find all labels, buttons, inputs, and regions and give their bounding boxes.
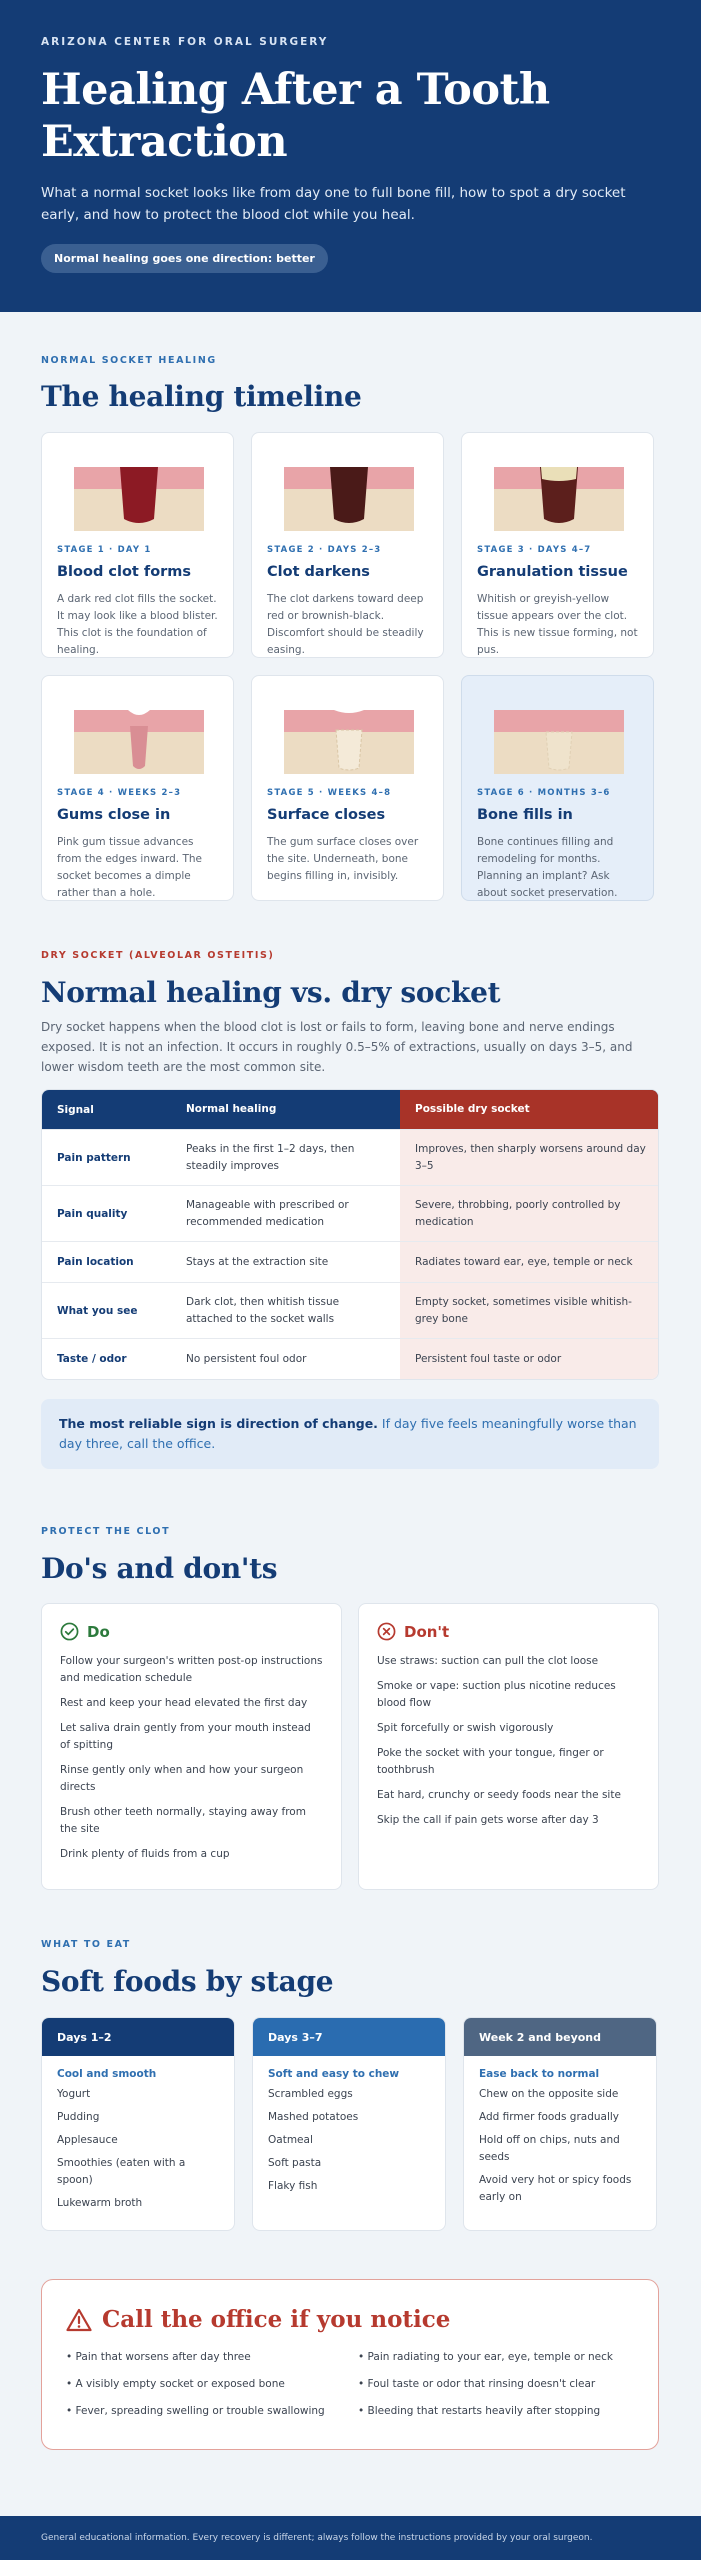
- granulation-socket-illustration: [494, 467, 624, 531]
- header-dry-socket: Possible dry socket: [400, 1090, 658, 1129]
- list-item: Use straws: suction can pull the clot loose: [377, 1655, 599, 1667]
- list-item: Lukewarm broth: [57, 2197, 143, 2209]
- stage-text: A dark red clot fills the socket. It may look like a blood blister. This clot is the foundation of healing.: [57, 593, 218, 656]
- stage-text: Bone continues filling and remodeling for months. Planning an implant? Ask about socket preservation.: [477, 836, 618, 899]
- stage-text: Pink gum tissue advances from the edges inward. The socket becomes a dimple rather than a hole.: [57, 836, 202, 899]
- list-item: Yogurt: [57, 2088, 91, 2100]
- dont-title: Don't: [404, 1622, 450, 1641]
- list-item: • Pain radiating to your ear, eye, temple or neck: [358, 2351, 613, 2363]
- row-dry: Improves, then sharply worsens around day 3–5: [400, 1130, 658, 1185]
- foods-card-header: Days 1–2: [42, 2018, 234, 2056]
- list-item: Rest and keep your head elevated the first day: [60, 1697, 308, 1709]
- stage-text: Whitish or greyish-yellow tissue appears over the clot. This is new tissue forming, not pus.: [477, 593, 638, 656]
- row-normal: No persistent foul odor: [186, 1352, 307, 1365]
- foods-card-header: Days 3–7: [253, 2018, 445, 2056]
- table-row: [42, 1129, 658, 1185]
- call-list: [66, 2349, 634, 2420]
- protect-section: [0, 1526, 701, 1890]
- list-item: Let saliva drain gently from your mouth instead of spitting: [60, 1722, 311, 1751]
- call-heading: [66, 2306, 634, 2333]
- stage-text: The clot darkens toward deep red or brownish-black. Discomfort should be steadily easing.: [267, 593, 424, 656]
- foods-card-subtitle: Ease back to normal: [479, 2068, 600, 2080]
- list-item: Pudding: [57, 2111, 100, 2123]
- list-item: Eat hard, crunchy or seedy foods near the site: [377, 1789, 621, 1801]
- list-item: Drink plenty of fluids from a cup: [60, 1848, 230, 1860]
- hero-intro: What a normal socket looks like from day one to full bone fill, how to spot a dry socket early, and how to protect the blood clot while you heal.: [41, 185, 626, 223]
- table-header: [42, 1090, 658, 1129]
- stage-card-2: [251, 432, 444, 658]
- list-item: Rinse gently only when and how your surgeon directs: [60, 1764, 304, 1793]
- list-item: Chew on the opposite side: [479, 2088, 619, 2100]
- list-item: • Foul taste or odor that rinsing doesn't clear: [358, 2378, 596, 2390]
- stage-label: STAGE 3 · DAYS 4–7: [477, 545, 592, 555]
- do-card: [41, 1603, 342, 1890]
- surface-closed-illustration: [284, 710, 414, 774]
- list-item: Soft pasta: [268, 2157, 322, 2169]
- dont-list: [377, 1653, 640, 1829]
- row-signal: Pain pattern: [57, 1151, 131, 1164]
- list-item: Brush other teeth normally, staying away from the site: [60, 1806, 306, 1835]
- dos-donts: [41, 1603, 660, 1890]
- list-item: Hold off on chips, nuts and seeds: [479, 2134, 620, 2163]
- list-item: Mashed potatoes: [268, 2111, 359, 2123]
- hero-banner: [0, 0, 701, 312]
- stage-label: STAGE 6 · MONTHS 3–6: [477, 788, 611, 798]
- stage-card-3: [461, 432, 654, 658]
- timeline-eyebrow: NORMAL SOCKET HEALING: [41, 355, 217, 366]
- row-signal: Taste / odor: [57, 1353, 127, 1365]
- x-circle-icon: [377, 1622, 396, 1641]
- gums-closing-illustration: [74, 710, 204, 774]
- timeline-grid: [41, 432, 660, 901]
- table-row: [42, 1338, 658, 1379]
- foods-card-days-3-7: [252, 2017, 446, 2231]
- do-list: [60, 1653, 323, 1863]
- dry-socket-section: [0, 950, 701, 1469]
- stage-card-6: [461, 675, 654, 901]
- hero-pill: Normal healing goes one direction: better: [41, 244, 328, 273]
- row-normal: Manageable with prescribed or recommended medication: [186, 1198, 349, 1228]
- note-bold: The most reliable sign is direction of change.: [59, 1416, 378, 1431]
- stage-label: STAGE 1 · DAY 1: [57, 545, 152, 555]
- list-item: Applesauce: [57, 2134, 118, 2146]
- dry-socket-title: Normal healing vs. dry socket: [41, 976, 501, 1009]
- list-item: Skip the call if pain gets worse after day 3: [377, 1814, 599, 1826]
- list-item: Smoke or vape: suction plus nicotine reduces blood flow: [377, 1680, 616, 1709]
- foods-card-header: Week 2 and beyond: [464, 2018, 656, 2056]
- stage-label: STAGE 5 · WEEKS 4–8: [267, 788, 392, 798]
- timeline-section: [0, 355, 701, 901]
- warning-icon: [66, 2308, 92, 2332]
- row-signal: Pain location: [57, 1256, 134, 1268]
- stage-title: Gums close in: [57, 807, 171, 823]
- foods-eyebrow: WHAT TO EAT: [41, 1939, 131, 1950]
- call-title: Call the office if you notice: [102, 2306, 451, 2333]
- stage-text: The gum surface closes over the site. Underneath, bone begins filling in, invisibly.: [267, 836, 419, 882]
- call-office-card: [41, 2279, 659, 2450]
- dont-card: [358, 1603, 659, 1890]
- list-item: Poke the socket with your tongue, finger or toothbrush: [377, 1747, 604, 1776]
- stage-card-1: [41, 432, 234, 658]
- dry-socket-intro: Dry socket happens when the blood clot is lost or fails to form, leaving bone and nerve endings exposed. It is not an infection. It occurs in roughly 0.5–5% of extractions, usually on days 3–5, and lower wisdom teeth are the most common site.: [41, 1020, 633, 1074]
- protect-eyebrow: PROTECT THE CLOT: [41, 1526, 171, 1537]
- dont-heading: [377, 1622, 640, 1641]
- list-item: • A visibly empty socket or exposed bone: [66, 2378, 285, 2390]
- foods-section: [0, 1939, 701, 2231]
- page-title-line2: Extraction: [41, 117, 288, 167]
- stage-card-5: [251, 675, 444, 901]
- list-item: Oatmeal: [268, 2134, 313, 2146]
- page-title-line1: Healing After a Tooth: [41, 65, 550, 115]
- blood-clot-socket-illustration: [74, 467, 204, 531]
- page-title: [41, 64, 660, 168]
- comparison-table: [41, 1089, 659, 1380]
- list-item: • Pain that worsens after day three: [66, 2351, 251, 2363]
- list-item: Follow your surgeon's written post-op instructions and medication schedule: [60, 1655, 323, 1684]
- do-heading: [60, 1622, 323, 1641]
- header-normal: Normal healing: [186, 1103, 277, 1115]
- foods-title: Soft foods by stage: [41, 1965, 334, 1998]
- direction-of-change-note: [41, 1399, 659, 1469]
- timeline-title: The healing timeline: [41, 380, 362, 413]
- table-row: [42, 1282, 658, 1338]
- list-item: Smoothies (eaten with a spoon): [57, 2157, 186, 2186]
- practice-name: ARIZONA CENTER FOR ORAL SURGERY: [41, 36, 329, 48]
- bone-filled-illustration: [494, 710, 624, 774]
- table-row: [42, 1185, 658, 1241]
- list-item: Spit forcefully or swish vigorously: [377, 1722, 554, 1734]
- row-dry: Severe, throbbing, poorly controlled by medication: [400, 1186, 658, 1241]
- row-normal: Peaks in the first 1–2 days, then steadily improves: [186, 1142, 355, 1172]
- row-dry: Empty socket, sometimes visible whitish-grey bone: [400, 1283, 658, 1338]
- table-row: [42, 1241, 658, 1282]
- row-dry: Radiates toward ear, eye, temple or neck: [400, 1242, 658, 1282]
- stage-card-4: [41, 675, 234, 901]
- dark-clot-socket-illustration: [284, 467, 414, 531]
- foods-card-subtitle: Soft and easy to chew: [268, 2068, 400, 2080]
- footer-disclaimer: General educational information. Every recovery is different; always follow the instructions provided by your oral surgeon.: [0, 2516, 701, 2560]
- list-item: Scrambled eggs: [268, 2088, 353, 2100]
- foods-card-days-1-2: [41, 2017, 235, 2231]
- foods-grid: [41, 2017, 660, 2231]
- stage-title: Surface closes: [267, 807, 386, 823]
- stage-title: Granulation tissue: [477, 564, 628, 580]
- row-signal: Pain quality: [57, 1207, 128, 1220]
- row-normal: Stays at the extraction site: [186, 1255, 329, 1268]
- stage-title: Bone fills in: [477, 807, 573, 823]
- stage-title: Blood clot forms: [57, 564, 192, 580]
- header-signal: Signal: [57, 1103, 94, 1116]
- foods-card-subtitle: Cool and smooth: [57, 2068, 157, 2080]
- row-dry: Persistent foul taste or odor: [400, 1339, 658, 1379]
- note-text: If day five feels meaningfully worse than day three, call the office.: [59, 1416, 637, 1451]
- stage-label: STAGE 2 · DAYS 2–3: [267, 545, 382, 555]
- row-normal: Dark clot, then whitish tissue attached to the socket walls: [186, 1295, 340, 1325]
- list-item: Add firmer foods gradually: [479, 2111, 619, 2123]
- stage-label: STAGE 4 · WEEKS 2–3: [57, 788, 182, 798]
- list-item: Flaky fish: [268, 2180, 318, 2192]
- protect-title: Do's and don'ts: [41, 1552, 278, 1585]
- stage-title: Clot darkens: [267, 564, 370, 580]
- list-item: Avoid very hot or spicy foods early on: [479, 2174, 632, 2203]
- list-item: • Fever, spreading swelling or trouble swallowing: [66, 2405, 325, 2417]
- foods-card-week-2: [463, 2017, 657, 2231]
- list-item: • Bleeding that restarts heavily after stopping: [358, 2405, 601, 2417]
- check-circle-icon: [60, 1622, 79, 1641]
- dry-socket-eyebrow: DRY SOCKET (ALVEOLAR OSTEITIS): [41, 950, 275, 961]
- do-title: Do: [87, 1622, 110, 1641]
- call-section: [0, 2279, 701, 2450]
- row-signal: What you see: [57, 1304, 138, 1317]
